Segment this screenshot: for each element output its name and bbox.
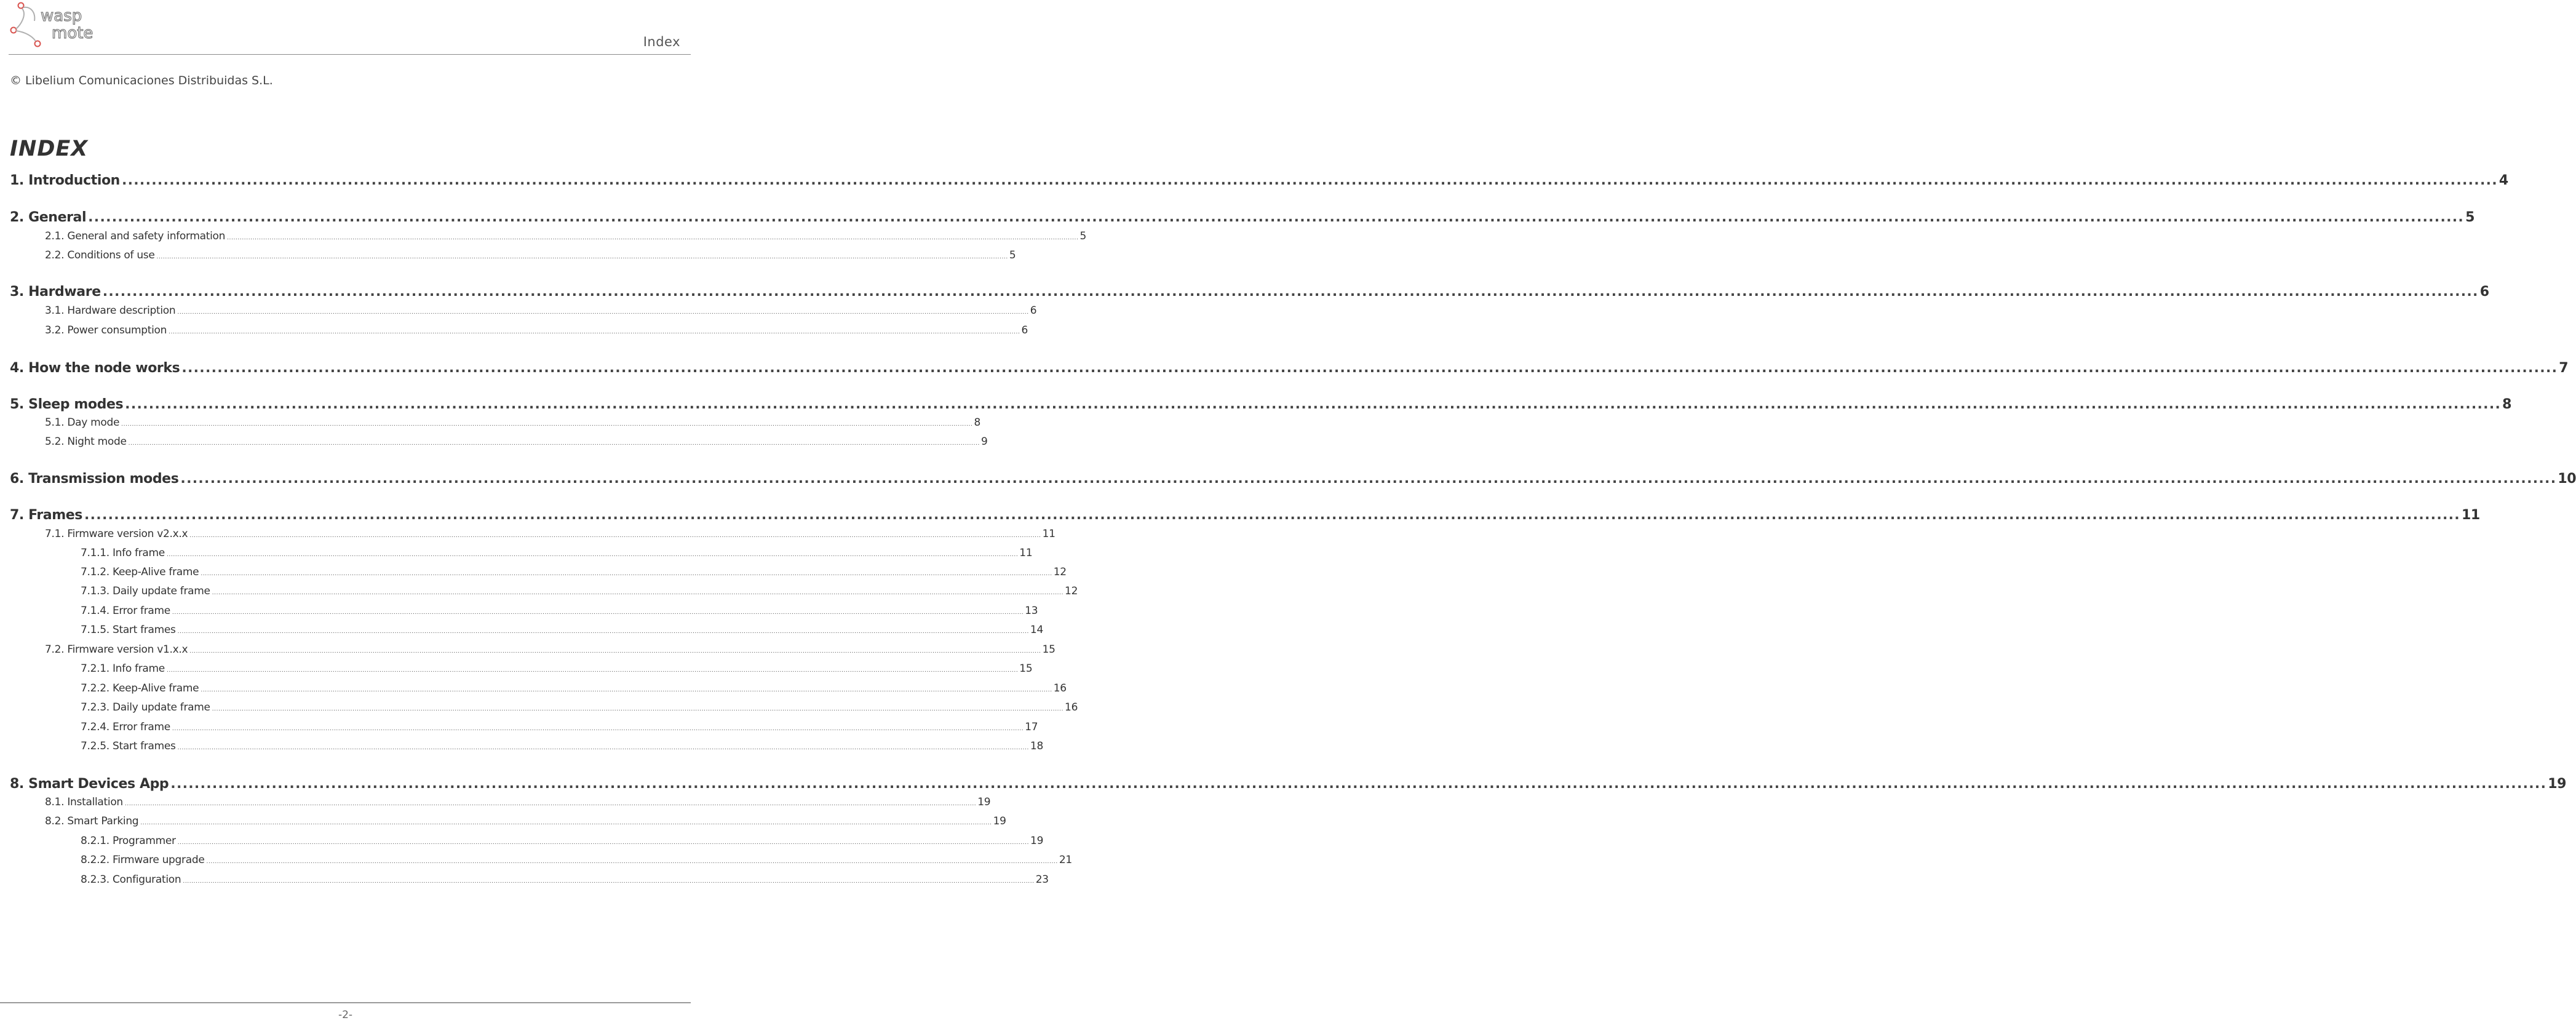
toc-entry[interactable] — [81, 701, 1078, 714]
toc-entry-label: 6. Transmission modes — [10, 471, 179, 487]
toc-dot-leader: ................................................................................................................................................................................................................................................................................................................................................................................................................ — [166, 552, 1019, 558]
section-name: Index — [643, 34, 680, 49]
toc-entry-page: 7 — [2559, 360, 2569, 376]
toc-entry[interactable] — [45, 305, 1037, 317]
toc-entry[interactable] — [45, 796, 991, 808]
toc-dot-leader: ................................................................................................................................................................................................................................................................................................................................................................................................................ — [88, 210, 2465, 225]
toc-entry-label: 4. How the node works — [10, 360, 180, 376]
toc-entry[interactable] — [10, 210, 2475, 225]
index-title: INDEX — [10, 137, 89, 161]
logo-text-bottom: mote — [52, 24, 93, 42]
toc-entry-label: 7.1.2. Keep-Alive frame — [81, 566, 199, 578]
toc-entry-label: 7.1.4. Error frame — [81, 605, 170, 617]
toc-entry-label: 8.2.2. Firmware upgrade — [81, 854, 205, 866]
toc-dot-leader: ................................................................................................................................................................................................................................................................................................................................................................................................................ — [156, 254, 1008, 260]
toc-entry-label: 7.2.5. Start frames — [81, 740, 176, 752]
toc-dot-leader: ................................................................................................................................................................................................................................................................................................................................................................................................................ — [227, 235, 1079, 241]
toc-entry-page: 14 — [1030, 624, 1043, 636]
toc-dot-leader: ................................................................................................................................................................................................................................................................................................................................................................................................................ — [177, 629, 1029, 635]
toc-entry[interactable] — [81, 566, 1067, 578]
toc-entry-page: 21 — [1059, 854, 1072, 866]
toc-dot-leader: ................................................................................................................................................................................................................................................................................................................................................................................................................ — [169, 329, 1020, 335]
toc-entry-page: 6 — [2479, 284, 2489, 300]
toc-entry-page: 9 — [980, 436, 988, 448]
toc-dot-leader: ................................................................................................................................................................................................................................................................................................................................................................................................................ — [180, 471, 2557, 487]
toc-entry[interactable] — [45, 815, 1006, 827]
toc-dot-leader: ................................................................................................................................................................................................................................................................................................................................................................................................................ — [128, 440, 980, 447]
toc-entry-page: 16 — [1065, 701, 1078, 714]
toc-dot-leader: ................................................................................................................................................................................................................................................................................................................................................................................................................ — [170, 776, 2547, 792]
toc-entry-label: 7.1.1. Info frame — [81, 547, 165, 559]
toc-entry-label: 2.2. Conditions of use — [45, 249, 155, 261]
toc-entry-page: 15 — [1019, 663, 1033, 675]
toc-entry[interactable] — [81, 663, 1033, 675]
toc-entry[interactable] — [45, 230, 1086, 242]
toc-dot-leader: ................................................................................................................................................................................................................................................................................................................................................................................................................ — [177, 840, 1030, 846]
toc-entry-label: 8.1. Installation — [45, 796, 123, 808]
toc-entry[interactable] — [10, 360, 2569, 376]
toc-entry-page: 19 — [2548, 776, 2567, 792]
toc-entry-page: 16 — [1053, 682, 1067, 695]
toc-entry-label: 8.2.3. Configuration — [81, 874, 181, 886]
toc-entry-page: 17 — [1025, 721, 1038, 733]
toc-entry-label: 5.1. Day mode — [45, 416, 120, 429]
toc-entry-page: 8 — [974, 416, 981, 429]
toc-entry-page: 6 — [1030, 305, 1037, 317]
toc-entry-label: 7.1. Firmware version v2.x.x — [45, 528, 188, 540]
toc-entry-label: 7.1.3. Daily update frame — [81, 585, 210, 597]
toc-entry-page: 12 — [1053, 566, 1067, 578]
toc-dot-leader: ................................................................................................................................................................................................................................................................................................................................................................................................................ — [212, 706, 1064, 712]
toc-dot-leader: ................................................................................................................................................................................................................................................................................................................................................................................................................ — [121, 421, 973, 428]
toc-entry[interactable] — [81, 547, 1033, 559]
toc-entry[interactable] — [81, 624, 1043, 636]
toc-dot-leader: ................................................................................................................................................................................................................................................................................................................................................................................................................ — [140, 820, 992, 826]
toc-dot-leader: ................................................................................................................................................................................................................................................................................................................................................................................................................ — [172, 610, 1024, 616]
toc-entry-label: 3. Hardware — [10, 284, 101, 300]
toc-dot-leader: ................................................................................................................................................................................................................................................................................................................................................................................................................ — [177, 745, 1029, 751]
toc-entry-page: 18 — [1030, 740, 1043, 752]
toc-entry-page: 12 — [1065, 585, 1078, 597]
toc-dot-leader: ................................................................................................................................................................................................................................................................................................................................................................................................................ — [212, 590, 1064, 596]
toc-entry-page: 11 — [1042, 528, 1055, 540]
toc-dot-leader: ................................................................................................................................................................................................................................................................................................................................................................................................................ — [189, 533, 1041, 539]
toc-entry-page: 15 — [1042, 643, 1055, 656]
page-number: -2- — [338, 1009, 353, 1021]
toc-dot-leader: ................................................................................................................................................................................................................................................................................................................................................................................................................ — [125, 397, 2502, 412]
toc-entry-page: 10 — [2558, 471, 2576, 487]
toc-entry-label: 5.2. Night mode — [45, 436, 127, 448]
toc-dot-leader: ................................................................................................................................................................................................................................................................................................................................................................................................................ — [206, 859, 1058, 865]
logo-text-top: wasp — [41, 7, 82, 25]
toc-entry-label: 2. General — [10, 210, 87, 225]
toc-entry-label: 7.1.5. Start frames — [81, 624, 176, 636]
toc-entry[interactable] — [10, 776, 2567, 792]
toc-entry-label: 7.2.4. Error frame — [81, 721, 170, 733]
toc-entry-label: 5. Sleep modes — [10, 397, 124, 412]
toc-dot-leader: ................................................................................................................................................................................................................................................................................................................................................................................................................ — [201, 687, 1052, 693]
toc-dot-leader: ................................................................................................................................................................................................................................................................................................................................................................................................................ — [189, 648, 1041, 655]
toc-entry[interactable] — [81, 721, 1038, 733]
toc-entry-label: 8.2. Smart Parking — [45, 815, 139, 827]
toc-entry-page: 8 — [2502, 397, 2512, 412]
toc-entry-page: 13 — [1025, 605, 1038, 617]
toc-entry[interactable] — [81, 874, 1049, 886]
toc-dot-leader: ................................................................................................................................................................................................................................................................................................................................................................................................................ — [102, 284, 2479, 300]
toc-entry[interactable] — [81, 740, 1043, 752]
toc-entry-page: 19 — [977, 796, 991, 808]
toc-dot-leader: ................................................................................................................................................................................................................................................................................................................................................................................................................ — [177, 309, 1029, 316]
toc-entry[interactable] — [45, 416, 981, 429]
toc-entry-page: 19 — [1030, 835, 1044, 847]
toc-entry-label: 2.1. General and safety information — [45, 230, 226, 242]
copyright-notice: © Libelium Comunicaciones Distribuidas S.L. — [10, 74, 273, 87]
toc-entry-page: 19 — [993, 815, 1006, 827]
toc-entry-page: 5 — [1009, 249, 1016, 261]
toc-entry[interactable] — [45, 643, 1055, 656]
toc-dot-leader: ................................................................................................................................................................................................................................................................................................................................................................................................................ — [172, 726, 1024, 732]
toc-entry-label: 7.2.1. Info frame — [81, 663, 165, 675]
toc-entry-label: 7. Frames — [10, 508, 82, 523]
toc-entry-label: 7.2. Firmware version v1.x.x — [45, 643, 188, 656]
toc-dot-leader: ................................................................................................................................................................................................................................................................................................................................................................................................................ — [124, 801, 977, 807]
toc-entry-label: 3.1. Hardware description — [45, 305, 176, 317]
toc-entry[interactable] — [10, 508, 2480, 523]
toc-entry[interactable] — [45, 528, 1055, 540]
toc-dot-leader: ................................................................................................................................................................................................................................................................................................................................................................................................................ — [183, 878, 1035, 885]
toc-entry[interactable] — [81, 854, 1072, 866]
footer-divider — [0, 1002, 691, 1003]
toc-entry-page: 5 — [1079, 230, 1086, 242]
toc-entry-label: 7.2.3. Daily update frame — [81, 701, 210, 714]
toc-dot-leader: ................................................................................................................................................................................................................................................................................................................................................................................................................ — [201, 571, 1052, 577]
toc-entry[interactable] — [10, 284, 2489, 300]
toc-entry-page: 23 — [1035, 874, 1049, 886]
toc-entry[interactable] — [10, 471, 2576, 487]
toc-dot-leader: ................................................................................................................................................................................................................................................................................................................................................................................................................ — [181, 360, 2558, 376]
toc-dot-leader: ................................................................................................................................................................................................................................................................................................................................................................................................................ — [84, 508, 2460, 523]
toc-entry-label: 1. Introduction — [10, 173, 120, 188]
toc-entry[interactable] — [81, 682, 1067, 695]
toc-entry[interactable] — [81, 605, 1038, 617]
toc-entry-label: 8.2.1. Programmer — [81, 835, 176, 847]
toc-entry-label: 7.2.2. Keep-Alive frame — [81, 682, 199, 695]
toc-entry-page: 11 — [2461, 508, 2480, 523]
toc-entry[interactable] — [81, 835, 1044, 847]
toc-dot-leader: ................................................................................................................................................................................................................................................................................................................................................................................................................ — [166, 667, 1019, 674]
toc-entry-page: 11 — [1019, 547, 1033, 559]
toc-entry[interactable] — [10, 173, 2508, 188]
toc-entry[interactable] — [45, 324, 1028, 336]
toc-entry-page: 6 — [1021, 324, 1028, 336]
toc-entry-label: 3.2. Power consumption — [45, 324, 167, 336]
toc-entry[interactable] — [81, 585, 1078, 597]
toc-entry[interactable] — [10, 397, 2512, 412]
toc-dot-leader: ................................................................................................................................................................................................................................................................................................................................................................................................................ — [121, 173, 2498, 188]
toc-entry-page: 5 — [2465, 210, 2475, 225]
toc-entry-label: 8. Smart Devices App — [10, 776, 169, 792]
table-of-contents — [10, 0, 2576, 1023]
toc-entry[interactable] — [45, 436, 988, 448]
toc-entry-page: 4 — [2498, 173, 2508, 188]
toc-entry[interactable] — [45, 249, 1016, 261]
